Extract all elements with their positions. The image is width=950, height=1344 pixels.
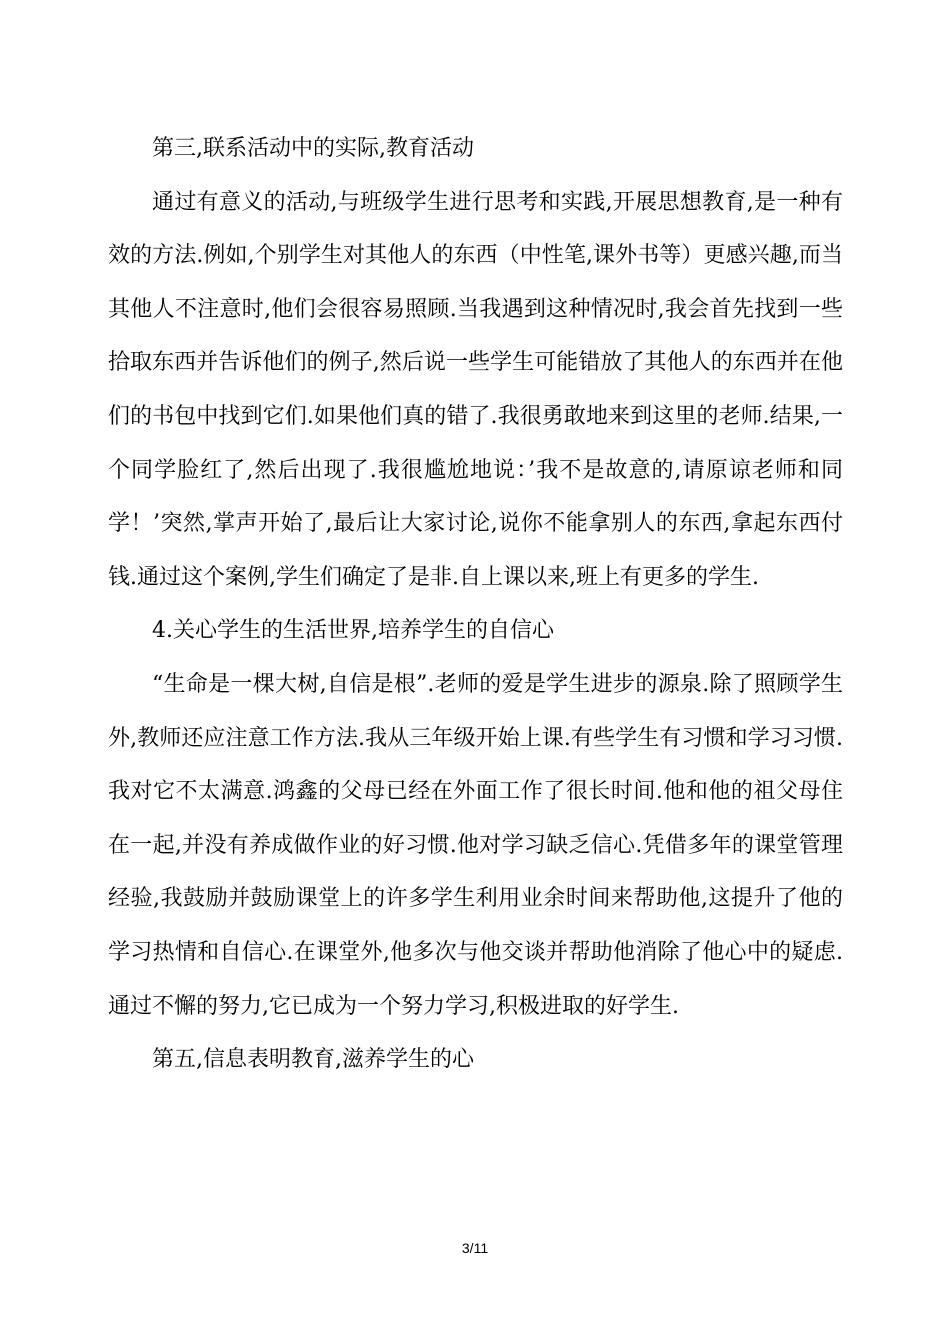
section-heading-4: 4.关心学生的生活世界,培养学生的自信心 (152, 618, 554, 644)
document-body (108, 122, 843, 1087)
page-number: 3/11 (461, 1240, 489, 1256)
section-heading-3: 第三,联系活动中的实际,教育活动 (152, 136, 474, 161)
body-paragraph: “生命是一棵大树,自信是根”.老师的爱是学生进步的源泉.除了照顾学生外,教师还应注意工作方法.我从三年级开始上课.有些学生有习惯和学习习惯.我对它不太满意.鸿鑫的父母已经在外面工作了很长时间.他和他的祖父母住在一起,并没有养成做作业的好习惯.他对学习缺乏信心.凭借多年的课堂管理经验,我鼓励并鼓励课堂上的许多学生利用业余时间来帮助他,这提升了他的学习热情和自信心.在课堂外,他多次与他交谈并帮助他消除了他心中的疑虑.通过不懈的努力,它已成为一个努力学习,积极进取的好学生. (108, 671, 843, 1019)
section-heading-5: 第五,信息表明教育,滋养学生的心 (152, 1047, 474, 1073)
body-paragraph: 通过有意义的活动,与班级学生进行思考和实践,开展思想教育,是一种有效的方法.例如,个别学生对其他人的东西（中性笔,课外书等）更感兴趣,而当其他人不注意时,他们会很容易照顾.当我遇到这种情况时,我会首先找到一些拾取东西并告诉他们的例子,然后说一些学生可能错放了其他人的东西并在他们的书包中找到它们.如果他们真的错了.我很勇敢地来到这里的老师.结果,一个同学脸红了,然后出现了.我很尴尬地说：’我不是故意的,请原谅老师和同学！’突然,掌声开始了,最后让大家讨论,说你不能拿别人的东西,拿起东西付钱.通过这个案例,学生们确定了是非.自上课以来,班上有更多的学生. (108, 189, 843, 590)
